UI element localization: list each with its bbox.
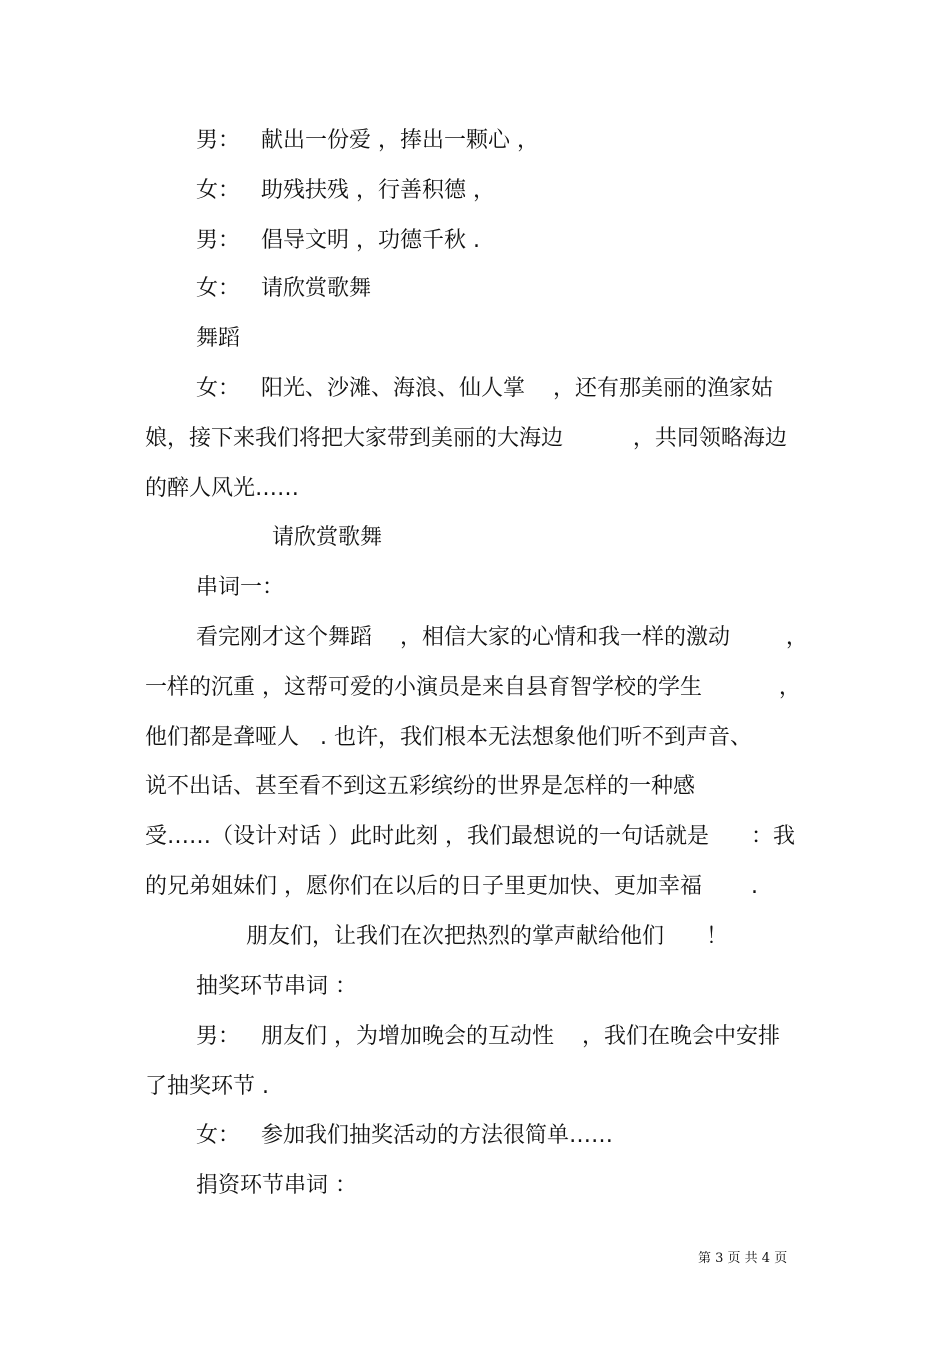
text-line: 娘，接下来我们将把大家带到美丽的大海边 ，共同领略海边 bbox=[145, 426, 787, 451]
text-line: 他们都是聋哑人 . 也许，我们根本无法想象他们听不到声音、 bbox=[145, 725, 752, 750]
text-line: 男： 倡导文明 ，功德千秋 . bbox=[196, 228, 480, 253]
text-line: 女： 请欣赏歌舞 bbox=[196, 276, 371, 301]
text-line: 男： 献出一份爱 ，捧出一颗心 ， bbox=[196, 128, 539, 153]
text-line: 女： 助残扶残 ，行善积德 ， bbox=[196, 178, 495, 203]
text-line: 的醉人风光…… bbox=[145, 476, 300, 501]
text-line: 的兄弟姐妹们 ，愿你们在以后的日子里更加快、更加幸福 . bbox=[145, 874, 758, 899]
text-line: 抽奖环节串词 ： bbox=[196, 974, 357, 999]
text-line: 看完刚才这个舞蹈 ，相信大家的心情和我一样的激动 ， bbox=[196, 625, 808, 650]
text-line: 舞蹈 bbox=[196, 326, 241, 351]
text-line: 受……（设计对话 ）此时此刻 ，我们最想说的一句话就是 ：我 bbox=[145, 824, 795, 849]
text-line: 女： 参加我们抽奖活动的方法很简单…… bbox=[196, 1123, 613, 1148]
text-line: 女： 阳光、沙滩、海浪、仙人掌 ，还有那美丽的渔家姑 bbox=[196, 376, 773, 401]
text-line: 捐资环节串词 ： bbox=[196, 1173, 357, 1198]
text-line: 请欣赏歌舞 bbox=[272, 525, 383, 550]
text-line: 了抽奖环节 . bbox=[145, 1074, 269, 1099]
text-line: 说不出话、甚至看不到这五彩缤纷的世界是怎样的一种感 bbox=[145, 774, 696, 799]
page-number-footer: 第 3 页 共 4 页 bbox=[698, 1251, 788, 1266]
text-line: 朋友们，让我们在次把热烈的掌声献给他们 ！ bbox=[246, 924, 728, 949]
text-line: 男： 朋友们 ，为增加晚会的互动性 ，我们在晚会中安排 bbox=[196, 1024, 780, 1049]
text-line: 串词一： bbox=[196, 575, 285, 600]
text-line: 一样的沉重 ，这帮可爱的小演员是来自县育智学校的学生 ， bbox=[145, 675, 801, 700]
